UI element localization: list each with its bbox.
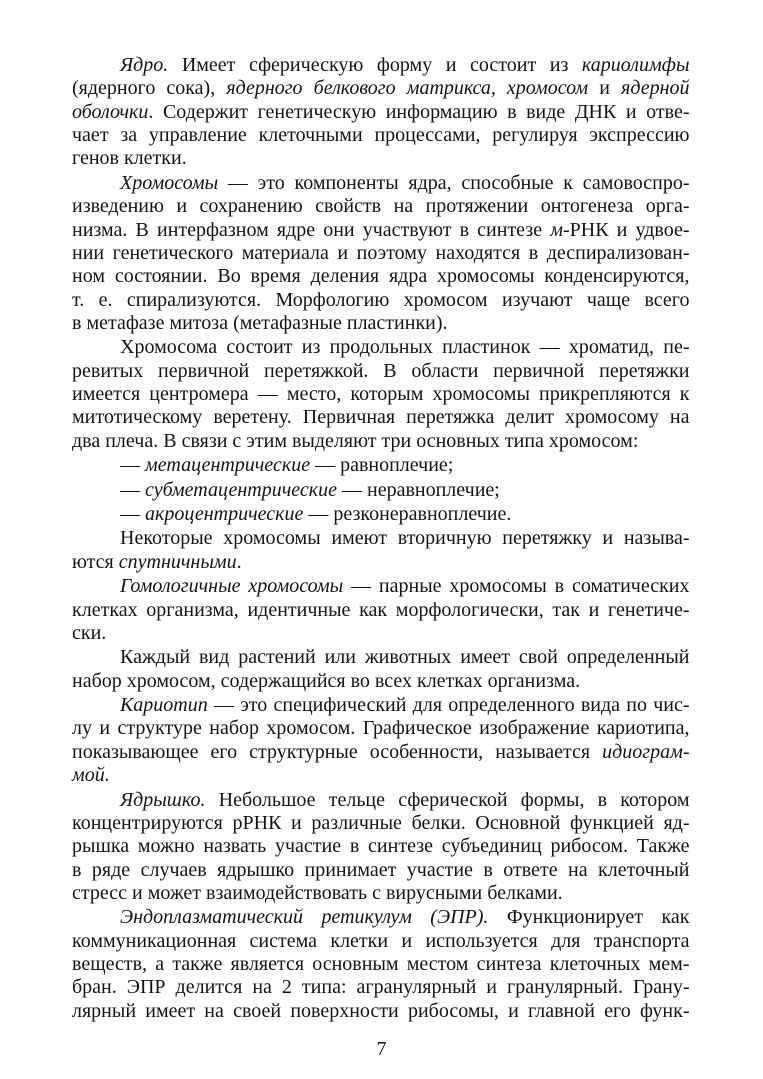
list-item	[72, 479, 690, 502]
italic-term: акроцентрические	[145, 503, 304, 525]
text-line	[72, 124, 690, 147]
line-text	[120, 454, 453, 476]
text-run: —	[120, 454, 145, 477]
line-text	[72, 219, 690, 241]
line-text	[72, 265, 690, 287]
text-run: низма. В интерфазном ядре они участвуют в синтезе	[72, 218, 551, 241]
line-text	[72, 812, 690, 834]
line-text	[72, 360, 690, 382]
text-run: Функционирует как	[488, 906, 690, 929]
text-line	[72, 1000, 690, 1023]
line-text	[120, 527, 690, 549]
text-line	[72, 312, 690, 335]
italic-term: м	[550, 218, 563, 241]
line-text	[120, 503, 511, 525]
line-text	[72, 289, 690, 311]
text-line	[72, 265, 690, 288]
italic-term: спутничными	[118, 550, 237, 573]
line-text	[120, 694, 690, 716]
italic-term: кариолимфы	[581, 54, 690, 76]
text-run: коммуникационная система клетки и используется для транспорта	[72, 929, 690, 952]
text-run: нии генетического материала и поэтому находятся в деспирализован-	[72, 241, 690, 264]
text-run: — резконеравноплечие.	[303, 503, 512, 525]
text-line	[72, 789, 690, 812]
text-run: ном состоянии. Во время деления ядра хромосомы конденсируются,	[72, 265, 690, 288]
page-number: 7	[376, 1038, 387, 1060]
text-line	[72, 101, 690, 124]
text-line	[72, 599, 690, 622]
text-run: Имеет сферическую форму и состоит из	[168, 54, 582, 76]
text-line	[72, 219, 690, 242]
paragraph	[72, 336, 690, 453]
list-item	[72, 454, 690, 477]
line-text	[72, 976, 690, 998]
text-line	[72, 694, 690, 717]
text-line	[72, 741, 690, 764]
text-line	[72, 812, 690, 835]
text-run: ются	[72, 550, 119, 573]
line-text	[120, 789, 690, 811]
text-run: . Содержит генетическую информацию в виде ДНК и отве-	[148, 100, 690, 123]
text-line	[72, 906, 690, 929]
line-text	[120, 479, 500, 501]
line-text	[72, 430, 638, 452]
text-run: (ядерного сока),	[72, 77, 227, 100]
page-body	[72, 54, 690, 1023]
text-run: бран. ЭПР делится на 2 типа: агранулярный и гранулярный. Грану-	[72, 976, 690, 999]
text-run: — парные хромосомы в соматических	[343, 575, 690, 598]
italic-term: Эндоплазматический ретикулум (ЭПР).	[120, 906, 489, 929]
line-text	[72, 383, 690, 405]
line-text	[72, 717, 690, 739]
italic-term: ядерной	[621, 77, 690, 100]
text-run: —	[120, 503, 145, 525]
text-run: Каждый вид растений или животных имеет свой определенный	[120, 646, 690, 669]
text-run: Хромосома состоит из продольных пластинок — хроматид, пе-	[120, 336, 690, 359]
line-text	[72, 312, 448, 334]
line-text	[120, 54, 690, 76]
italic-term: ядерного белкового матрикса, хромосом	[226, 77, 589, 100]
text-line	[72, 527, 690, 550]
text-line	[72, 717, 690, 740]
line-text	[72, 930, 690, 952]
list-item	[72, 503, 690, 526]
paragraph	[72, 575, 690, 645]
italic-term: Хромосомы	[120, 171, 219, 194]
text-run: .	[236, 550, 242, 573]
line-text	[72, 622, 106, 644]
line-text	[72, 77, 690, 99]
text-line	[72, 976, 690, 999]
text-line	[72, 551, 690, 574]
text-line	[72, 622, 690, 645]
text-run: изведению и сохранению свойств на протяжении онтогенеза орга-	[72, 195, 690, 218]
text-line	[72, 77, 690, 100]
text-line	[72, 336, 690, 359]
text-run: веществ, а также является основным местом синтеза клеточных мем-	[72, 953, 690, 976]
text-line	[72, 882, 690, 905]
text-run: — это компоненты ядра, способные к самовоспро-	[218, 171, 690, 194]
text-run: митотическому веретену. Первичная перетяжка делит хромосому на	[72, 406, 690, 429]
text-run: рышка можно назвать участие в синтезе субъединиц рибосом. Также	[72, 835, 690, 858]
text-run: и	[588, 77, 622, 100]
paragraph	[72, 527, 690, 574]
text-line	[72, 764, 690, 787]
italic-term: Ядрышко.	[120, 788, 206, 811]
text-line	[72, 242, 690, 265]
line-text	[72, 124, 690, 146]
text-run: ски.	[72, 621, 107, 644]
paragraph	[72, 172, 690, 335]
text-run: лу и структуре набор хромосом. Графическое изображение кариотипа,	[72, 717, 690, 740]
text-run: — это специфический для определенного вида по чис-	[207, 694, 690, 717]
italic-term: Гомологичные хромосомы	[120, 575, 344, 598]
text-run: чает за управление клеточными процессами, регулируя экспрессию	[72, 124, 690, 147]
italic-term: Ядро.	[120, 54, 169, 76]
italic-term: Кариотип	[120, 694, 208, 717]
line-text	[72, 953, 690, 975]
text-run: т. е. спирализуются. Морфологию хромосом изучают чаще всего	[72, 288, 690, 311]
italic-term: метацентрические	[145, 454, 311, 477]
text-line	[72, 575, 690, 598]
text-run: два плеча. В связи с этим выделяют три основных типа хромосом:	[72, 429, 639, 452]
paragraph	[72, 789, 690, 906]
text-run: показывающее его структурные особенности, называется	[72, 740, 603, 763]
text-run: —	[120, 478, 145, 501]
line-text	[72, 101, 690, 123]
line-text	[120, 172, 690, 194]
text-line	[72, 646, 690, 669]
text-run: в ряде случаев ядрышко принимает участие в ответе на клеточный	[72, 858, 690, 881]
italic-term: оболочки	[72, 100, 149, 123]
line-text	[72, 195, 690, 217]
line-text	[72, 147, 187, 169]
text-line	[72, 670, 690, 693]
paragraph	[72, 646, 690, 693]
line-text	[72, 859, 690, 881]
line-text	[72, 1000, 690, 1022]
text-line	[72, 195, 690, 218]
line-text	[72, 242, 690, 264]
text-run: имеется центромера — место, которым хромосомы прикрепляются к	[72, 383, 690, 405]
line-text	[120, 575, 690, 597]
line-text	[72, 835, 690, 857]
text-run: Небольшое тельце сферической формы, в котором	[205, 788, 690, 811]
text-line	[72, 147, 690, 170]
line-text	[120, 906, 689, 928]
text-run: — неравноплечие;	[336, 478, 500, 501]
italic-term: мой.	[72, 764, 110, 787]
text-run: концентрируются рРНК и различные белки. Основной функцией яд-	[72, 811, 690, 834]
line-text	[72, 741, 690, 763]
text-line	[72, 930, 690, 953]
text-line	[72, 289, 690, 312]
text-run: клетках организма, идентичные как морфологически, так и генетиче-	[72, 598, 690, 621]
text-line	[72, 454, 690, 477]
line-text	[72, 406, 690, 428]
italic-term: идиограм-	[602, 740, 690, 763]
italic-term: субметацентрические	[145, 478, 337, 501]
line-text	[72, 551, 242, 573]
line-text	[72, 764, 110, 786]
text-line	[72, 172, 690, 195]
text-line	[72, 54, 690, 77]
line-text	[72, 882, 563, 904]
text-line	[72, 859, 690, 882]
line-text	[120, 646, 690, 668]
text-run: ревитых первичной перетяжкой. В области первичной перетяжки	[72, 359, 690, 382]
text-run: генов клетки.	[72, 147, 187, 170]
text-run: — равноплечие;	[310, 454, 454, 477]
text-line	[72, 406, 690, 429]
paragraph	[72, 694, 690, 787]
text-run: -РНК и удвое-	[562, 218, 690, 241]
text-line	[72, 383, 690, 406]
text-run: Некоторые хромосомы имеют вторичную перетяжку и называ-	[120, 527, 690, 550]
text-line	[72, 360, 690, 383]
text-line	[72, 479, 690, 502]
text-run: стресс и может взаимодействовать с вирусными белками.	[72, 881, 563, 904]
text-line	[72, 503, 690, 526]
text-run: в метафазе митоза (метафазные пластинки).	[72, 311, 448, 334]
text-run: набор хромосом, содержащийся во всех клетках организма.	[72, 669, 581, 692]
paragraph	[72, 54, 690, 171]
line-text	[72, 670, 580, 692]
line-text	[120, 336, 690, 358]
text-run: лярный имеет на своей поверхности рибосомы, и главной его функ-	[72, 999, 690, 1022]
text-line	[72, 835, 690, 858]
paragraph	[72, 906, 690, 1023]
text-line	[72, 953, 690, 976]
line-text	[72, 599, 690, 621]
text-line	[72, 430, 690, 453]
